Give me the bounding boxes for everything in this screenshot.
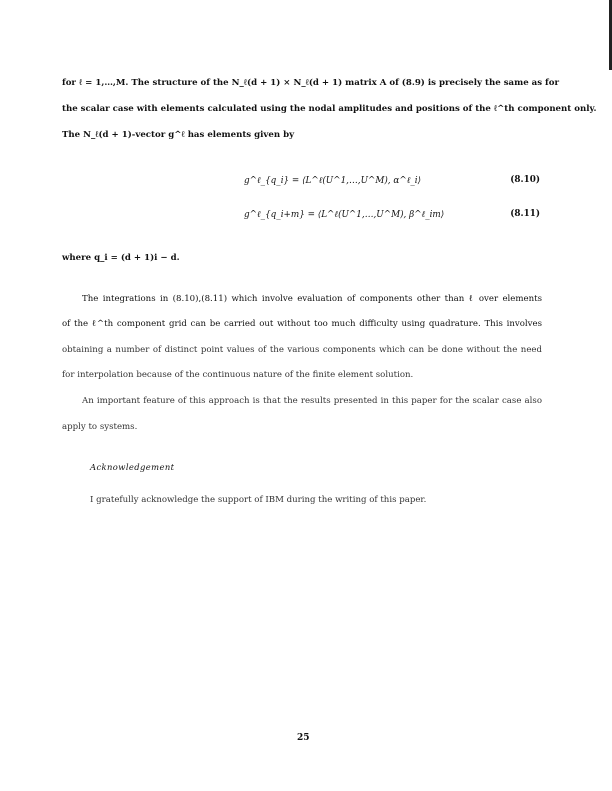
text-line: the scalar case with elements calculated using the nodal amplitudes and positions of the ℓ^th component only. <box>62 104 597 114</box>
text-line: An important feature of this approach is that the results presented in this paper for the scalar case also <box>82 396 542 406</box>
text-line: where q_i = (d + 1)i − d. <box>62 253 180 263</box>
text-line: The integrations in (8.10),(8.11) which involve evaluation of components other than ℓ over elements <box>82 294 542 304</box>
acknowledgement-text: I gratefully acknowledge the support of IBM during the writing of this paper. <box>90 495 427 505</box>
text-line: The N_ℓ(d + 1)-vector g^ℓ has elements given by <box>62 130 295 140</box>
text-line: for interpolation because of the continuous nature of the finite element solution. <box>62 370 414 380</box>
equation-8-10: g^ℓ_{q_i} = ⟨L^ℓ(U^1,…,U^M), α^ℓ_i⟩ <box>244 176 422 186</box>
text-line: for ℓ = 1,…,M. The structure of the N_ℓ(d + 1) × N_ℓ(d + 1) matrix A of (8.9) is precisely the same as for <box>62 78 560 88</box>
text-line: obtaining a number of distinct point values of the various components which can be done without the need <box>62 345 542 355</box>
page-number: 25 <box>297 733 310 743</box>
equation-number: (8.10) <box>510 175 540 185</box>
equation-8-11: g^ℓ_{q_i+m} = ⟨L^ℓ(U^1,…,U^M), β^ℓ_im⟩ <box>244 210 445 220</box>
text-line: apply to systems. <box>62 422 138 432</box>
text-line: of the ℓ^th component grid can be carried out without too much difficulty using quadrature. This involves <box>62 319 542 329</box>
equation-number: (8.11) <box>510 209 540 219</box>
acknowledgement-heading: Acknowledgement <box>90 462 175 472</box>
